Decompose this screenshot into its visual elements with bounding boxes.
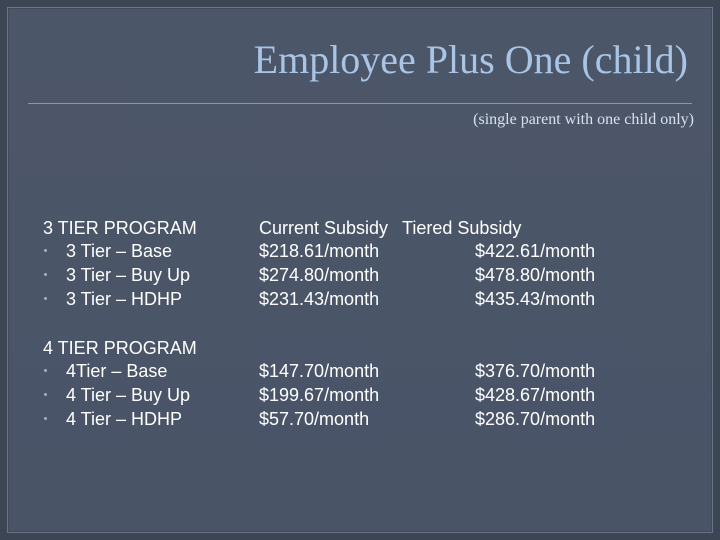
program-4-row-label [44, 407, 244, 431]
bullet-icon [44, 249, 47, 252]
program-4-row-tiered: $286.70/month [475, 409, 596, 429]
program-3-row-label [44, 263, 244, 287]
program-4-heading: 4 TIER PROGRAM [43, 338, 197, 358]
program-3-row-tiered: $422.61/month [475, 241, 596, 261]
program-4-row-current: $57.70/month [259, 409, 370, 429]
program-4-row-current: $147.70/month [259, 361, 380, 381]
row-label-text: 4 Tier – Buy Up [66, 385, 191, 405]
program-4-row-current: $199.67/month [259, 385, 380, 405]
program-3-row-current: $218.61/month [259, 241, 380, 261]
bullet-icon [44, 393, 47, 396]
slide-subtitle: (single parent with one child only) [473, 111, 694, 128]
program-3-row-label [44, 287, 244, 311]
program-4-row-label [44, 359, 244, 383]
tiered-subsidy-header: Tiered Subsidy [402, 218, 522, 238]
row-label-text: 3 Tier – Buy Up [66, 265, 191, 285]
program-4-row-label [44, 383, 244, 407]
row-label-text: 3 Tier – Base [66, 241, 173, 261]
bullet-icon [44, 297, 47, 300]
row-label-text: 3 Tier – HDHP [66, 289, 183, 309]
row-label-text: 4Tier – Base [66, 361, 168, 381]
current-subsidy-header: Current Subsidy [259, 218, 389, 238]
program-4-row-tiered: $428.67/month [475, 385, 596, 405]
program-3-row-tiered: $478.80/month [475, 265, 596, 285]
program-3-row-label [44, 239, 244, 263]
program-3-row-current: $274.80/month [259, 265, 380, 285]
row-label-text: 4 Tier – HDHP [66, 409, 183, 429]
slide-title: Employee Plus One (child) [253, 37, 688, 82]
title-divider [28, 103, 692, 104]
program-3-heading: 3 TIER PROGRAM [43, 218, 197, 238]
bullet-icon [44, 417, 47, 420]
bullet-icon [44, 273, 47, 276]
bullet-icon [44, 369, 47, 372]
program-4-row-tiered: $376.70/month [475, 361, 596, 381]
program-3-row-tiered: $435.43/month [475, 289, 596, 309]
program-3-row-current: $231.43/month [259, 289, 380, 309]
